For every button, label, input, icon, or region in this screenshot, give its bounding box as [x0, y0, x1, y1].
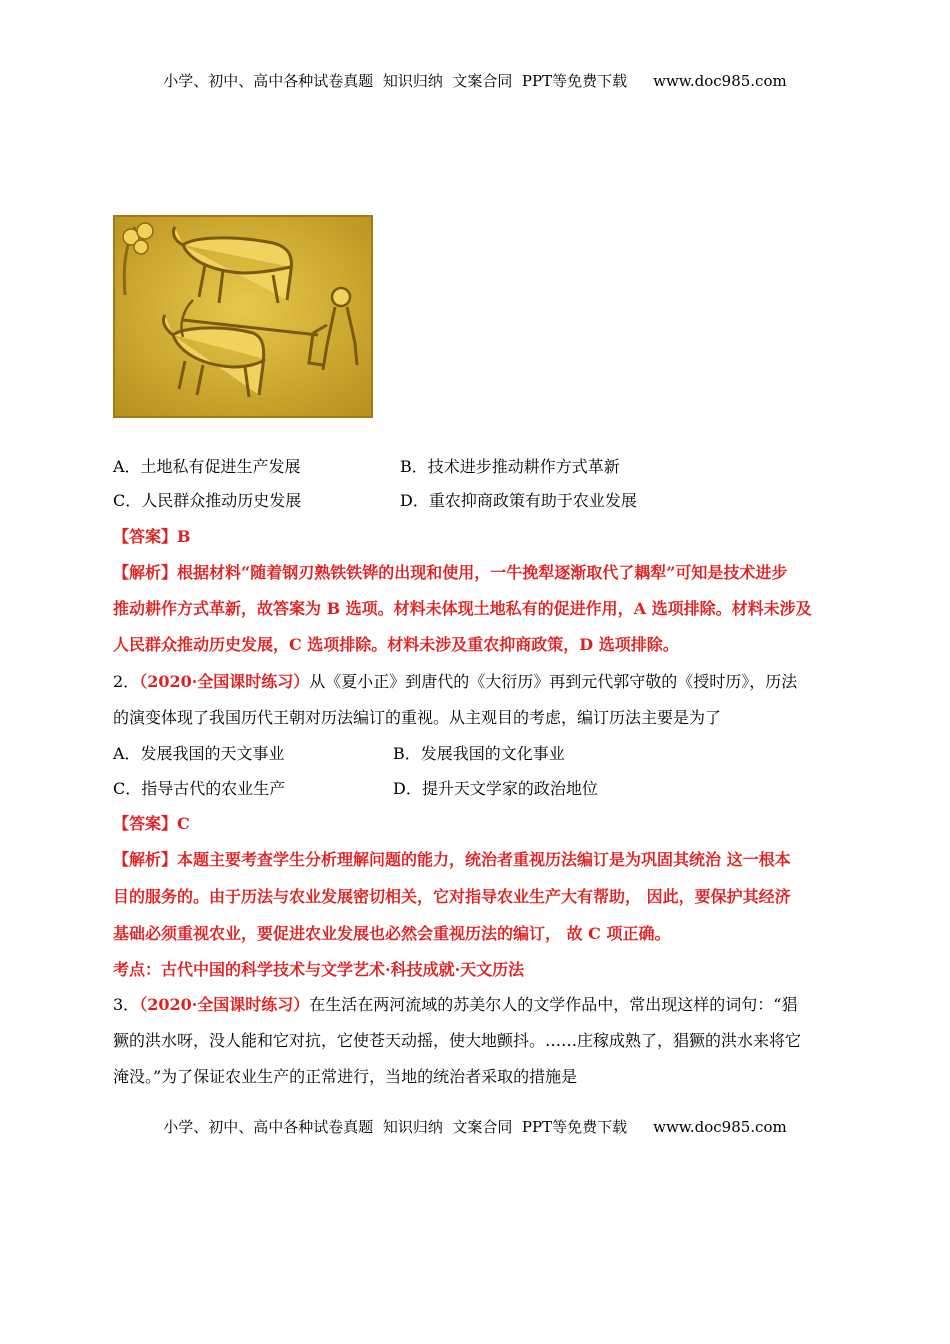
- q2-analysis-line-2: 目的服务的。由于历法与农业发展密切相关，它对指导农业生产大有帮助， 因此，要保护其经济: [113, 887, 791, 906]
- page-header: [0, 70, 950, 91]
- q3-stem-line-1: [113, 992, 797, 1015]
- q3-stem-text-1: 在生活在两河流域的苏美尔人的文学作品中，常出现这样的词句：“猖: [309, 995, 798, 1014]
- q2-answer: 【答案】C: [113, 814, 190, 833]
- q3-stem-line-3: 淹没。”为了保证农业生产的正常进行，当地的统治者采取的措施是: [113, 1067, 578, 1086]
- q1-option-c: C．人民群众推动历史发展: [113, 491, 302, 510]
- q3-source: （2020·全国课时练习）: [139, 995, 310, 1014]
- q1-option-a: A．土地私有促进生产发展: [113, 457, 301, 476]
- q2-option-d: D．提升天文学家的政治地位: [393, 779, 598, 798]
- q1-analysis-line-1: 【解析】根据材料“随着钢刃熟铁铁铧的出现和使用，一牛挽犁逐渐取代了耦犁”可知是技术进步: [113, 563, 788, 582]
- q2-source: （2020·全国课时练习）: [139, 672, 310, 691]
- q2-stem-line-1: [113, 669, 797, 692]
- q2-stem-text-1: 从《夏小正》到唐代的《大衍历》再到元代郭守敬的《授时历》，历法: [309, 672, 798, 691]
- footer-url[interactable]: www.doc985.com: [653, 1118, 787, 1136]
- header-text: 小学、初中、高中各种试卷真题 知识归纳 文案合同 PPT等免费下载: [163, 72, 628, 90]
- q1-option-b: B．技术进步推动耕作方式革新: [400, 457, 620, 476]
- q2-number: 2．: [113, 672, 140, 691]
- q1-answer: 【答案】B: [113, 527, 191, 546]
- q3-number: 3．: [113, 995, 140, 1014]
- q2-kaodian: 考点：古代中国的科学技术与文学艺术·科技成就·天文历法: [113, 960, 525, 979]
- header-url[interactable]: www.doc985.com: [653, 72, 787, 90]
- footer-text: 小学、初中、高中各种试卷真题 知识归纳 文案合同 PPT等免费下载: [163, 1118, 628, 1136]
- page-footer: [0, 1116, 950, 1137]
- q2-stem-line-2: 的演变体现了我国历代王朝对历法编订的重视。从主观目的考虑，编订历法主要是为了: [113, 708, 722, 727]
- q2-analysis-line-3: 基础必须重视农业，要促进农业发展也必然会重视历法的编订， 故 C 项正确。: [113, 924, 671, 943]
- q1-option-d: D．重农抑商政策有助于农业发展: [400, 491, 637, 510]
- q2-option-c: C．指导古代的农业生产: [113, 779, 286, 798]
- q1-analysis-line-2: 推动耕作方式革新，故答案为 B 选项。材料未体现土地私有的促进作用，A 选项排除。材料未涉及: [113, 599, 812, 618]
- q1-analysis-line-3: 人民群众推动历史发展，C 选项排除。材料未涉及重农抑商政策，D 选项排除。: [113, 635, 679, 654]
- q2-analysis-line-1: 【解析】本题主要考查学生分析理解问题的能力，统治者重视历法编订是为巩固其统治 这一根本: [113, 850, 791, 869]
- q2-option-a: A．发展我国的天文事业: [113, 744, 285, 763]
- q2-option-b: B．发展我国的文化事业: [393, 744, 565, 763]
- q3-stem-line-2: 獗的洪水呀，没人能和它对抗，它使苍天动摇，使大地颤抖。……庄稼成熟了，猖獗的洪水来将它: [113, 1031, 802, 1050]
- ox-plough-relief-image: [113, 215, 373, 418]
